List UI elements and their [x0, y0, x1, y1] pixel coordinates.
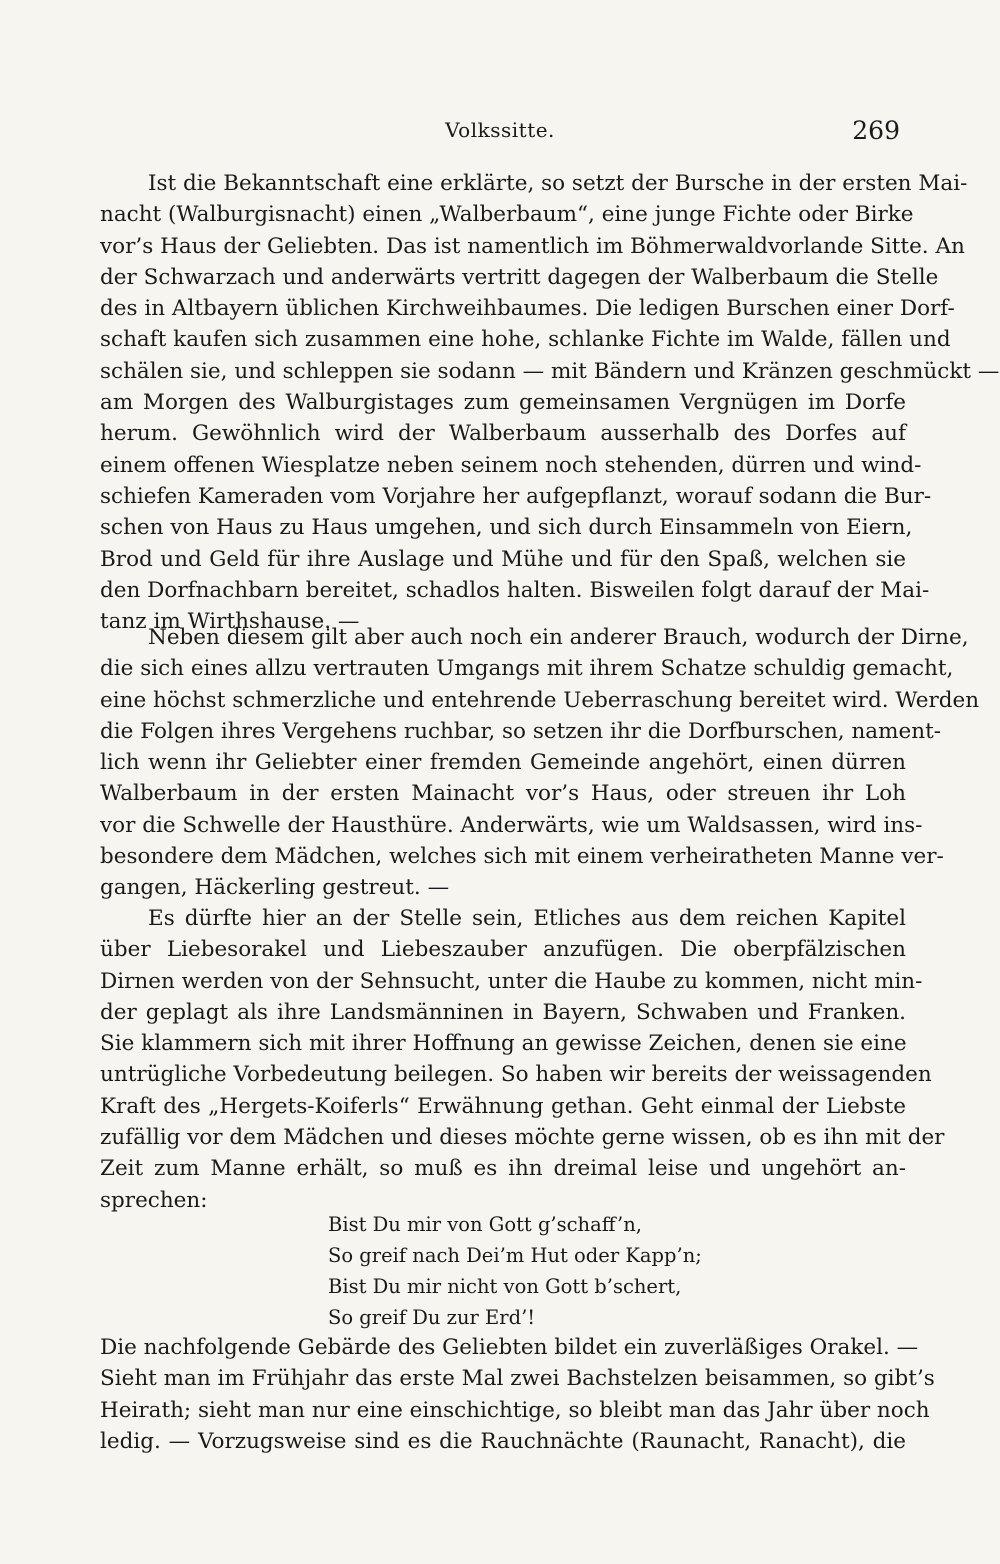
text-line: die sich eines allzu vertrauten Umgangs mit ihrem Schatze schuldig gemacht, [100, 656, 954, 682]
text-line: Brod und Geld für ihre Auslage und Mühe und für den Spaß, welchen sie [100, 546, 906, 572]
text-line: sprechen: [100, 1187, 208, 1213]
paragraph-closing [100, 1332, 935, 1457]
text-line: einem offenen Wiesplatze neben seinem noch stehenden, dürren und wind- [100, 452, 922, 478]
paragraph-brauch [100, 622, 980, 904]
text-line: der Schwarzach und anderwärts vertritt dagegen der Walberbaum die Stelle [100, 264, 939, 290]
verse-line: Bist Du mir von Gott g’schaff’n, [328, 1213, 642, 1236]
text-line: des in Altbayern üblichen Kirchweihbaumes. Die ledigen Burschen einer Dorf- [100, 296, 955, 322]
text-line: Die nachfolgende Gebärde des Geliebten bildet ein zuverläßiges Orakel. — [100, 1335, 919, 1360]
verse-line: So greif nach Dei’m Hut oder Kapp’n; [328, 1244, 702, 1267]
text-line: tanz im Wirthshause. — [100, 609, 360, 635]
text-line: schaft kaufen sich zusammen eine hohe, schlanke Fichte im Walde, fällen und [100, 327, 951, 353]
text-line: besondere dem Mädchen, welches sich mit einem verheiratheten Manne ver- [100, 844, 944, 870]
paragraph-liebesorakel [100, 903, 945, 1216]
text-line: vor die Schwelle der Hausthüre. Anderwärts, wie um Waldsassen, wird ins- [100, 812, 923, 838]
verse-block [328, 1209, 702, 1333]
text-line: herum. Gewöhnlich wird der Walberbaum ausserhalb des Dorfes auf [100, 421, 906, 447]
text-line: vor’s Haus der Geliebten. Das ist namentlich im Böhmerwaldvorlande Sitte. An [100, 233, 965, 259]
text-line: lich wenn ihr Geliebter einer fremden Gemeinde angehört, einen dürren [100, 750, 906, 776]
text-line: Heirath; sieht man nur eine einschichtige, so bleibt man das Jahr über noch [100, 1397, 930, 1423]
text-line: Neben diesem gilt aber auch noch ein anderer Brauch, wodurch der Dirne, [148, 625, 969, 650]
text-line: Dirnen werden von der Sehnsucht, unter die Haube zu kommen, nicht min- [100, 968, 923, 994]
text-line: Walberbaum in der ersten Mainacht vor’s Haus, oder streuen ihr Loh [100, 781, 906, 807]
text-line: Kraft des „Hergets-Koiferls“ Erwähnung gethan. Geht einmal der Liebste [100, 1093, 906, 1119]
text-line: zufällig vor dem Mädchen und dieses möchte gerne wissen, ob es ihn mit der [100, 1125, 945, 1151]
text-line: Sieht man im Frühjahr das erste Mal zwei Bachstelzen beisammen, so gibt’s [100, 1366, 935, 1392]
text-line: nacht (Walburgisnacht) einen „Walberbaum“, eine junge Fichte oder Birke [100, 202, 914, 228]
text-line: gangen, Häckerling gestreut. — [100, 875, 450, 901]
paragraph-walberbaum [100, 168, 1000, 637]
text-line: Es dürfte hier an der Stelle sein, Etliches aus dem reichen Kapitel [148, 906, 906, 931]
page-number: 269 [852, 116, 900, 145]
text-line: untrügliche Vorbedeutung beilegen. So haben wir bereits der weissagenden [100, 1062, 932, 1088]
running-head [100, 118, 900, 152]
text-line: über Liebesorakel und Liebeszauber anzufügen. Die oberpfälzischen [100, 937, 906, 963]
text-line: schen von Haus zu Haus umgehen, und sich durch Einsammeln von Eiern, [100, 515, 913, 541]
verse-line: So greif Du zur Erd’! [328, 1306, 536, 1329]
text-line: der geplagt als ihre Landsmänninen in Bayern, Schwaben und Franken. [100, 999, 906, 1025]
text-line: Ist die Bekanntschaft eine erklärte, so setzt der Bursche in der ersten Mai- [148, 171, 968, 196]
text-line: schiefen Kameraden vom Vorjahre her aufgepflanzt, worauf sodann die Bur- [100, 483, 932, 509]
text-line: eine höchst schmerzliche und entehrende Ueberraschung bereitet wird. Werden [100, 687, 980, 713]
text-line: ledig. — Vorzugsweise sind es die Rauchnächte (Raunacht, Ranacht), die [100, 1428, 906, 1454]
text-line: Sie klammern sich mit ihrer Hoffnung an gewisse Zeichen, denen sie eine [100, 1031, 907, 1057]
text-line: schälen sie, und schleppen sie sodann — mit Bändern und Kränzen geschmückt — [100, 358, 1000, 384]
verse-line: Bist Du mir nicht von Gott b’schert, [328, 1275, 682, 1298]
text-line: den Dorfnachbarn bereitet, schadlos halten. Bisweilen folgt darauf der Mai- [100, 577, 930, 603]
text-line: die Folgen ihres Vergehens ruchbar, so setzen ihr die Dorfburschen, nament- [100, 718, 941, 744]
text-line: Zeit zum Manne erhält, so muß es ihn dreimal leise und ungehört an- [100, 1156, 906, 1182]
running-title: Volkssitte. [445, 118, 555, 142]
text-line: am Morgen des Walburgistages zum gemeinsamen Vergnügen im Dorfe [100, 390, 906, 416]
